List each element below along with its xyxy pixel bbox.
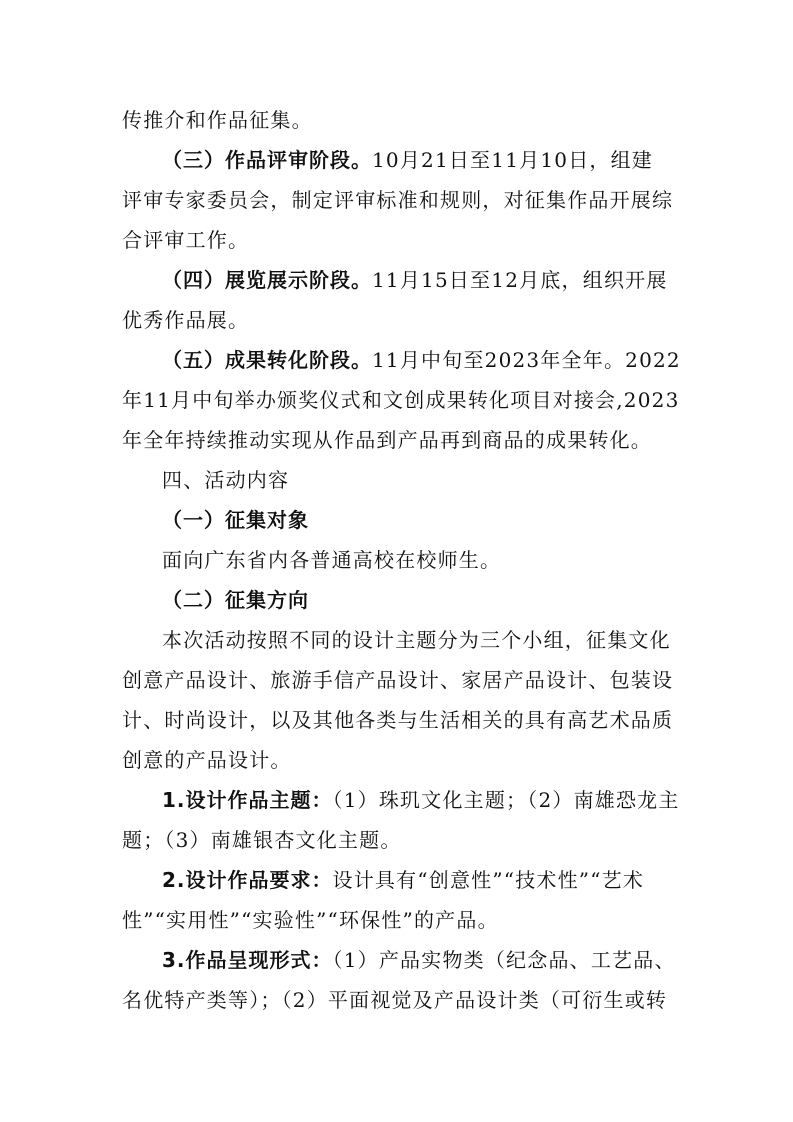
line-text: 11月中旬至2023年全年。2022 bbox=[372, 348, 681, 372]
stage-4-paragraph bbox=[162, 260, 682, 300]
section-4-heading bbox=[162, 460, 682, 500]
line-text: 11月15日至12月底，组织开展 bbox=[372, 268, 668, 292]
body-line bbox=[162, 620, 682, 660]
line-text: 计、时尚设计，以及其他各类与生活相关的具有高艺术品质 bbox=[122, 708, 674, 732]
section-title: 四、活动内容 bbox=[162, 468, 290, 492]
subsection-title: （一）征集对象 bbox=[162, 508, 309, 532]
item-heading: 1.设计作品主题： bbox=[162, 788, 333, 812]
subsection-1-heading bbox=[162, 500, 682, 540]
line-text: 传推介和作品征集。 bbox=[122, 108, 313, 132]
stage-4-heading: （四）展览展示阶段。 bbox=[162, 268, 372, 292]
line-text: 合评审工作。 bbox=[122, 228, 250, 252]
item-heading: 3.作品呈现形式： bbox=[162, 948, 333, 972]
item-2-paragraph bbox=[162, 860, 682, 900]
line-text: 设计具有“创意性”“技术性”“艺术 bbox=[332, 868, 645, 892]
stage-3-heading: （三）作品评审阶段。 bbox=[162, 148, 372, 172]
body-line bbox=[122, 300, 682, 340]
line-text: 创意的产品设计。 bbox=[122, 748, 292, 772]
item-3-paragraph bbox=[162, 940, 682, 980]
body-line bbox=[122, 220, 682, 260]
line-text: 年全年持续推动实现从作品到产品再到商品的成果转化。 bbox=[122, 428, 652, 452]
body-line bbox=[122, 740, 682, 780]
body-line bbox=[162, 540, 682, 580]
body-line bbox=[122, 100, 682, 140]
body-line bbox=[122, 980, 682, 1020]
body-line bbox=[122, 180, 682, 220]
stage-3-paragraph bbox=[162, 140, 682, 180]
line-text: 年11月中旬举办颁奖仪式和文创成果转化项目对接会,2023 bbox=[122, 388, 680, 412]
stage-5-paragraph bbox=[162, 340, 682, 380]
body-line bbox=[122, 900, 682, 940]
line-text: 面向广东省内各普通高校在校师生。 bbox=[162, 548, 502, 572]
body-line bbox=[122, 380, 682, 420]
line-text: 名优特产类等）；（2）平面视觉及产品设计类（可衍生或转 bbox=[122, 988, 668, 1012]
line-text: 评审专家委员会，制定评审标准和规则，对征集作品开展综 bbox=[122, 188, 674, 212]
body-line bbox=[122, 820, 682, 860]
line-text: 题；（3）南雄银杏文化主题。 bbox=[122, 828, 402, 852]
stage-5-heading: （五）成果转化阶段。 bbox=[162, 348, 372, 372]
item-1-paragraph bbox=[162, 780, 682, 820]
line-text: 创意产品设计、旅游手信产品设计、家居产品设计、包装设 bbox=[122, 668, 674, 692]
line-text: 10月21日至11月10日，组建 bbox=[372, 148, 653, 172]
line-text: 优秀作品展。 bbox=[122, 308, 250, 332]
subsection-title: （二）征集方向 bbox=[162, 588, 309, 612]
line-text: （1）珠玑文化主题；（2）南雄恐龙主 bbox=[332, 788, 680, 812]
item-heading: 2.设计作品要求： bbox=[162, 868, 333, 892]
subsection-2-heading bbox=[162, 580, 682, 620]
line-text: 本次活动按照不同的设计主题分为三个小组，征集文化 bbox=[162, 628, 671, 652]
body-line bbox=[122, 700, 682, 740]
body-line bbox=[122, 420, 682, 460]
line-text: （1）产品实物类（纪念品、工艺品、 bbox=[332, 948, 676, 972]
body-line bbox=[122, 660, 682, 700]
line-text: 性”“实用性”“实验性”“环保性”的产品。 bbox=[122, 908, 499, 932]
